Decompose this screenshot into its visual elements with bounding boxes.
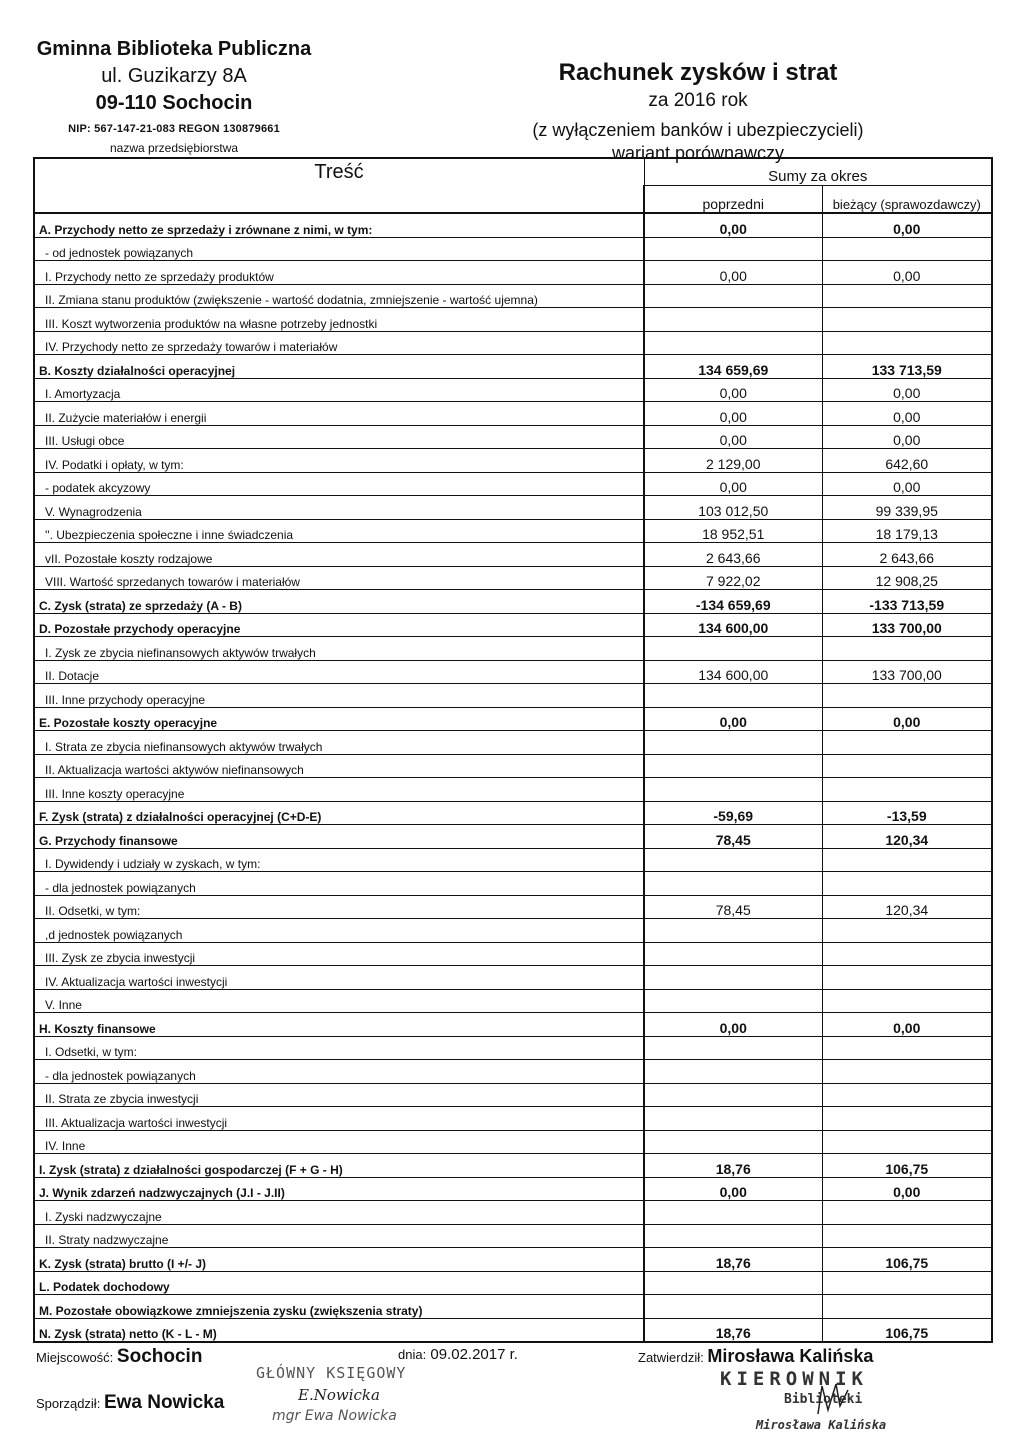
table-row [34,1177,992,1201]
row-value-current [822,1060,992,1084]
row-value-previous [644,778,822,802]
row-value-previous [644,942,822,966]
table-row [34,731,992,755]
row-value-current: 18 179,13 [822,519,992,543]
row-value-current [822,848,992,872]
row-value-previous: 134 600,00 [644,660,822,684]
director-stamp-line2: Biblioteki [784,1392,863,1407]
row-value-current: 106,75 [822,1318,992,1342]
row-value-current: 12 908,25 [822,566,992,590]
table-row [34,1318,992,1342]
date-value: 09.02.2017 r. [430,1346,518,1363]
row-value-previous: 18,76 [644,1318,822,1342]
table-row [34,919,992,943]
row-value-previous [644,284,822,308]
column-header-current: bieżący (sprawozdawczy) [822,186,992,214]
row-value-current [822,637,992,661]
prepared-block [36,1392,224,1414]
row-value-previous: 0,00 [644,707,822,731]
row-label: B. Koszty działalności operacyjnej [34,355,644,379]
row-value-previous [644,1060,822,1084]
row-value-current: 0,00 [822,1013,992,1037]
row-value-current: 99 339,95 [822,496,992,520]
row-value-previous [644,1107,822,1131]
row-value-previous: 0,00 [644,402,822,426]
org-city: 09-110 Sochocin [95,92,253,114]
report-note: (z wyłączeniem banków i ubezpieczycieli) [532,120,864,140]
row-value-previous: 0,00 [644,1013,822,1037]
table-row [34,684,992,708]
row-label: III. Usługi obce [34,425,644,449]
org-caption: nazwa przedsiębiorstwa [109,141,239,155]
row-label: II. Strata ze zbycia inwestycji [34,1083,644,1107]
table-row [34,261,992,285]
table-row [34,1248,992,1272]
row-value-current [822,1083,992,1107]
row-value-previous: 103 012,50 [644,496,822,520]
table-row [34,1154,992,1178]
row-value-current: 133 700,00 [822,613,992,637]
report-title: Rachunek zysków i strat [558,59,838,86]
row-label: F. Zysk (strata) z działalności operacyjnej (C+D-E) [34,801,644,825]
row-value-previous: 134 600,00 [644,613,822,637]
row-label: ,d jednostek powiązanych [34,919,644,943]
report-title-block [438,58,958,164]
row-value-previous: 0,00 [644,472,822,496]
row-label: III. Aktualizacja wartości inwestycji [34,1107,644,1131]
date-block [398,1346,518,1363]
table-row [34,1060,992,1084]
row-value-previous [644,1083,822,1107]
row-value-previous: 18,76 [644,1154,822,1178]
table-row [34,590,992,614]
row-value-previous [644,872,822,896]
table-row [34,1130,992,1154]
table-row [34,895,992,919]
row-value-previous [644,237,822,261]
table-row [34,213,992,237]
row-value-previous [644,966,822,990]
report-variant: wariant porównawczy [611,143,785,163]
row-value-current [822,308,992,332]
row-value-previous: 0,00 [644,378,822,402]
table-row [34,801,992,825]
table-row [34,425,992,449]
row-label: - podatek akcyzowy [34,472,644,496]
row-label: V. Inne [34,989,644,1013]
row-value-previous: 2 643,66 [644,543,822,567]
row-value-previous [644,1271,822,1295]
chief-accountant-stamp: GŁÓWNY KSIĘGOWY [256,1364,407,1382]
table-row [34,402,992,426]
row-value-previous [644,331,822,355]
date-label: dnia: [398,1347,427,1362]
row-value-current [822,684,992,708]
row-label: C. Zysk (strata) ze sprzedaży (A - B) [34,590,644,614]
row-label: II. Aktualizacja wartości aktywów niefinansowych [34,754,644,778]
row-value-current [822,1201,992,1225]
row-value-current [822,1130,992,1154]
row-value-current: 120,34 [822,895,992,919]
table-body [34,213,992,1342]
director-signature-icon [814,1380,854,1416]
row-value-previous [644,1224,822,1248]
row-value-current: 0,00 [822,213,992,237]
row-label: - od jednostek powiązanych [34,237,644,261]
organization-block [0,36,348,155]
row-label: IV. Podatki i opłaty, w tym: [34,449,644,473]
table-row [34,519,992,543]
row-value-current [822,1295,992,1319]
table-row [34,237,992,261]
row-label: N. Zysk (strata) netto (K - L - M) [34,1318,644,1342]
table-row [34,331,992,355]
row-value-current: 0,00 [822,472,992,496]
table-row [34,778,992,802]
row-label: L. Podatek dochodowy [34,1271,644,1295]
row-label: II. Zużycie materiałów i energii [34,402,644,426]
row-value-current [822,237,992,261]
row-value-previous: 0,00 [644,1177,822,1201]
row-value-previous [644,919,822,943]
table-row [34,566,992,590]
row-value-previous: 78,45 [644,825,822,849]
row-label: J. Wynik zdarzeń nadzwyczajnych (J.I - J.II) [34,1177,644,1201]
row-label: I. Dywidendy i udziały w zyskach, w tym: [34,848,644,872]
row-value-current [822,284,992,308]
table-row [34,1224,992,1248]
row-value-current [822,942,992,966]
table-row [34,1271,992,1295]
column-header-tresc: Treść [34,158,644,213]
row-value-current: -13,59 [822,801,992,825]
table-row [34,543,992,567]
row-value-current [822,778,992,802]
row-label: - dla jednostek powiązanych [34,1060,644,1084]
accountant-signature: E.Nowicka [298,1386,380,1404]
table-row [34,472,992,496]
table-row [34,284,992,308]
row-value-previous: 18,76 [644,1248,822,1272]
row-value-previous [644,848,822,872]
row-value-previous: 134 659,69 [644,355,822,379]
table-row [34,872,992,896]
row-value-previous [644,754,822,778]
row-value-current: 133 700,00 [822,660,992,684]
row-value-current [822,966,992,990]
table-row [34,707,992,731]
row-label: II. Odsetki, w tym: [34,895,644,919]
row-value-previous: 7 922,02 [644,566,822,590]
row-value-current: 642,60 [822,449,992,473]
row-label: IV. Przychody netto ze sprzedaży towarów i materiałów [34,331,644,355]
table-row [34,496,992,520]
director-stamp-line3: Mirosława Kalińska [756,1418,887,1432]
row-value-current: 106,75 [822,1248,992,1272]
row-label: D. Pozostałe przychody operacyjne [34,613,644,637]
column-header-previous: poprzedni [644,186,822,214]
row-label: V. Wynagrodzenia [34,496,644,520]
row-value-previous: 0,00 [644,213,822,237]
row-label: E. Pozostałe koszty operacyjne [34,707,644,731]
table-row [34,1083,992,1107]
table-row [34,660,992,684]
table-row [34,754,992,778]
row-label: I. Zysk ze zbycia niefinansowych aktywów trwałych [34,637,644,661]
row-value-current [822,1271,992,1295]
row-value-current [822,919,992,943]
table-row [34,308,992,332]
row-value-previous [644,637,822,661]
row-label: K. Zysk (strata) brutto (I +/- J) [34,1248,644,1272]
row-value-current: 0,00 [822,378,992,402]
row-value-current: 2 643,66 [822,543,992,567]
table-row [34,637,992,661]
column-header-sums: Sumy za okres [644,158,992,186]
row-value-current [822,872,992,896]
row-label: I. Zyski nadzwyczajne [34,1201,644,1225]
row-value-current [822,754,992,778]
row-value-current: 133 713,59 [822,355,992,379]
row-label: I. Amortyzacja [34,378,644,402]
row-label: II. Dotacje [34,660,644,684]
row-label: II. Straty nadzwyczajne [34,1224,644,1248]
row-label: II. Zmiana stanu produktów (zwiększenie - wartość dodatnia, zmniejszenie - wartość ujemna) [34,284,644,308]
row-value-previous: 18 952,51 [644,519,822,543]
row-label: VIII. Wartość sprzedanych towarów i materiałów [34,566,644,590]
row-value-current [822,1224,992,1248]
place-label: Miejscowość: [36,1350,114,1365]
row-value-previous: -59,69 [644,801,822,825]
row-value-current [822,731,992,755]
row-value-previous [644,989,822,1013]
table-row [34,942,992,966]
table-row [34,1013,992,1037]
row-value-previous [644,1036,822,1060]
table-row [34,1036,992,1060]
prepared-label: Sporządził: [36,1396,101,1411]
row-value-previous: -134 659,69 [644,590,822,614]
approved-label: Zatwierdził: [638,1350,704,1365]
row-label: I. Odsetki, w tym: [34,1036,644,1060]
row-value-previous: 78,45 [644,895,822,919]
org-ids: NIP: 567-147-21-083 REGON 130879661 [68,123,280,135]
table-row [34,1295,992,1319]
row-label: G. Przychody finansowe [34,825,644,849]
row-value-current [822,331,992,355]
table-row [34,989,992,1013]
row-label: IV. Inne [34,1130,644,1154]
income-statement-table [33,157,993,1343]
row-label: A. Przychody netto ze sprzedaży i zrównane z nimi, w tym: [34,213,644,237]
row-value-current: 0,00 [822,1177,992,1201]
table-row [34,1201,992,1225]
row-label: vII. Pozostałe koszty rodzajowe [34,543,644,567]
table-row [34,449,992,473]
approved-name: Mirosława Kalińska [707,1346,874,1366]
row-label: III. Inne koszty operacyjne [34,778,644,802]
row-value-previous [644,1201,822,1225]
director-stamp: KIEROWNIK [720,1368,868,1390]
place-block [36,1346,202,1368]
report-year: za 2016 rok [648,90,748,111]
row-value-current: 120,34 [822,825,992,849]
row-value-current [822,989,992,1013]
row-value-previous: 0,00 [644,425,822,449]
row-value-previous [644,308,822,332]
table-row [34,848,992,872]
row-label: I. Zysk (strata) z działalności gospodarczej (F + G - H) [34,1154,644,1178]
row-value-current: 106,75 [822,1154,992,1178]
table-row [34,378,992,402]
approved-block [638,1346,873,1367]
row-label: ''. Ubezpieczenia społeczne i inne świadczenia [34,519,644,543]
row-value-previous: 0,00 [644,261,822,285]
row-label: III. Koszt wytworzenia produktów na własne potrzeby jednostki [34,308,644,332]
row-label: M. Pozostałe obowiązkowe zmniejszenia zysku (zwiększenia straty) [34,1295,644,1319]
row-value-previous [644,1130,822,1154]
row-value-current: -133 713,59 [822,590,992,614]
table-row [34,1107,992,1131]
row-value-previous [644,684,822,708]
table-row [34,355,992,379]
row-value-current: 0,00 [822,425,992,449]
row-value-current [822,1036,992,1060]
prepared-name: Ewa Nowicka [103,1392,225,1413]
accountant-stamp-name: mgr Ewa Nowicka [272,1408,397,1424]
row-label: H. Koszty finansowe [34,1013,644,1037]
row-value-previous [644,1295,822,1319]
row-value-current [822,1107,992,1131]
row-label: I. Przychody netto ze sprzedaży produktów [34,261,644,285]
row-value-current: 0,00 [822,707,992,731]
table-row [34,966,992,990]
row-label: III. Zysk ze zbycia inwestycji [34,942,644,966]
org-name: Gminna Biblioteka Publiczna [36,38,312,60]
place-value: Sochocin [116,1346,203,1367]
row-value-previous: 2 129,00 [644,449,822,473]
row-label: - dla jednostek powiązanych [34,872,644,896]
row-label: IV. Aktualizacja wartości inwestycji [34,966,644,990]
table-row [34,825,992,849]
row-value-current: 0,00 [822,261,992,285]
row-label: I. Strata ze zbycia niefinansowych aktywów trwałych [34,731,644,755]
table-row [34,613,992,637]
row-value-current: 0,00 [822,402,992,426]
org-street: ul. Guzikarzy 8A [101,65,247,87]
row-label: III. Inne przychody operacyjne [34,684,644,708]
row-value-previous [644,731,822,755]
